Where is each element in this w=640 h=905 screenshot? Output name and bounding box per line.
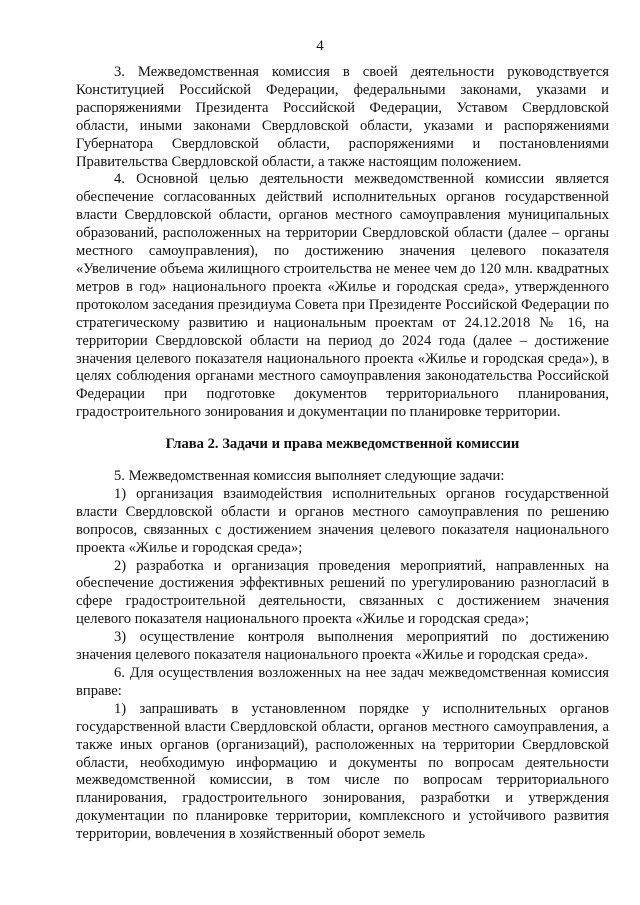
chapter-heading: Глава 2. Задачи и права межведомственной комиссии bbox=[165, 436, 520, 453]
paragraph-4: 4. Основной целью деятельности межведомственной комиссии является обеспечение согласованных действий исполнительных органов государственной власти Свердловской области, органов местного самоуправления муниципальных образований, расположенных на территории Свердловской области (далее – органы местного самоуправления), по достижению значения целевого показателя «Увеличение объема жилищного строительства не менее чем до 120 млн. квадратных метров в год» национального проекта «Жилье и городская среда», утвержденного протоколом заседания президиума Совета при Президенте Российской Федерации по стратегическому развитию и национальным проектам от 24.12.2018 № 16, на территории Свердловской области на период до 2024 года (далее – достижение значения целевого показателя национального проекта «Жилье и городская среда»), в целях соблюдения органами местного самоуправления законодательства Российской Федерации при подготовке документов территориального планирования, градостроительного зонирования и документации по планировке территории. bbox=[76, 171, 609, 421]
paragraph-5-item-3: 3) осуществление контроля выполнения мероприятий по достижению значения целевого показателя национального проекта «Жилье и городская среда». bbox=[76, 629, 609, 664]
paragraph-6-item-1: 1) запрашивать в установленном порядке у исполнительных органов государственной власти Свердловской области, органов местного самоуправления, а также иных органов (организаций), расположенных на территории Свердловской области, необходимую информацию и документы по вопросам деятельности межведомственной комиссии, в том числе по вопросам территориального планирования, градостроительного зонирования, разработки и утверждения документации по планировке территории, комплексного и устойчивого развития территории, вовлечения в хозяйственный оборот земель bbox=[76, 700, 609, 843]
paragraph-6: 6. Для осуществления возложенных на нее задач межведомственная комиссия вправе: bbox=[76, 665, 609, 699]
paragraph-3: 3. Межведомственная комиссия в своей деятельности руководствуется Конституцией Российской Федерации, федеральными законами, указами и распоряжениями Президента Российской Федерации, Уставом Свердловской области, иными законами Свердловской области, указами и распоряжениями Губернатора Свердловской области, распоряжениями и постановлениями Правительства Свердловской области, а также настоящим положением. bbox=[76, 64, 609, 170]
paragraph-5: 5. Межведомственная комиссия выполняет следующие задачи: bbox=[114, 468, 505, 485]
page-number: 4 bbox=[316, 38, 324, 54]
document-body bbox=[76, 64, 609, 844]
paragraph-5-item-2: 2) разработка и организация проведения мероприятий, направленных на обеспечение достижения эффективных решений по урегулированию разногласий в сфере градостроительной деятельности, связанных с достижением значения целевого показателя национального проекта «Жилье и городская среда»; bbox=[76, 557, 609, 628]
paragraph-5-item-1: 1) организация взаимодействия исполнительных органов государственной власти Свердловской области и органов местного самоуправления по решению вопросов, связанных с достижением значения целевого показателя национального проекта «Жилье и городская среда»; bbox=[76, 485, 609, 556]
